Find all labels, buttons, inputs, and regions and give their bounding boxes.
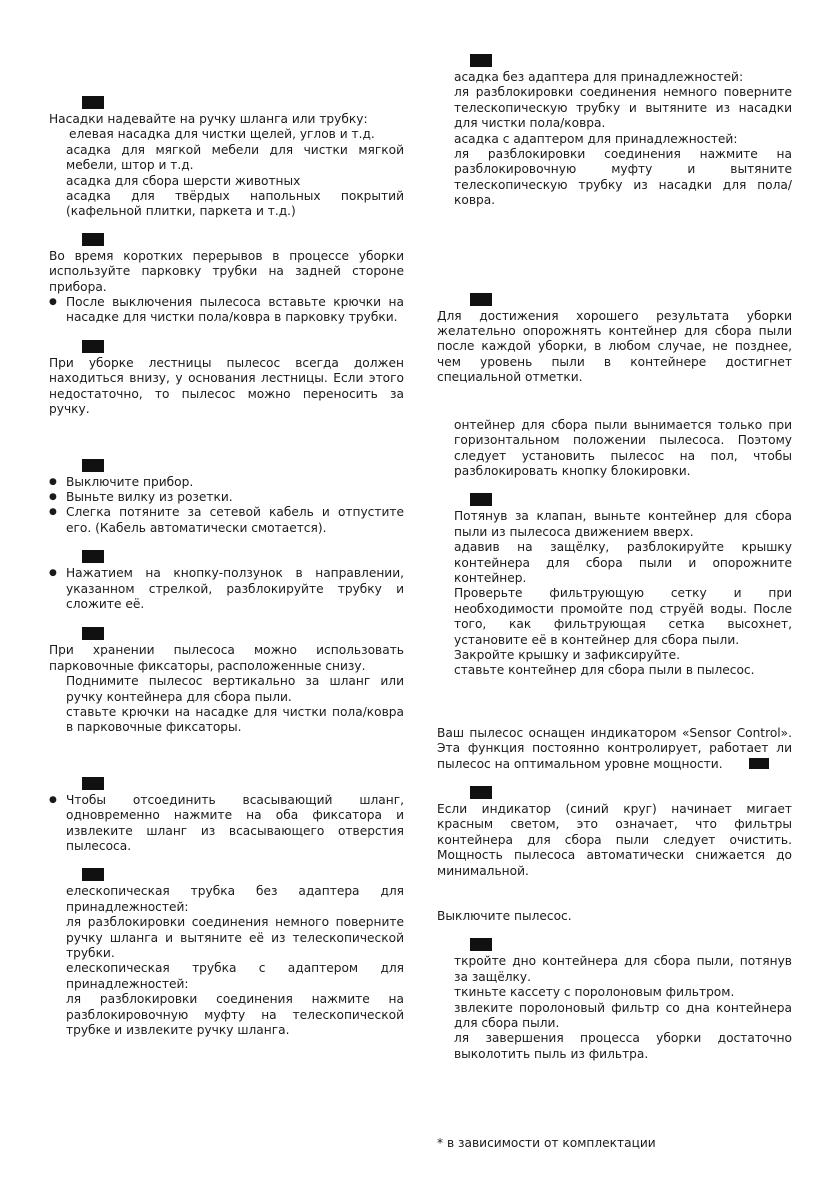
list-item: елескопическая трубка с адаптером для принадлежностей: — [66, 961, 404, 991]
bullet-item: ● Выньте вилку из розетки. — [49, 490, 404, 505]
list-item: Закройте крышку и зафиксируйте. — [454, 647, 680, 662]
section-marker — [470, 786, 492, 799]
section-marker — [470, 938, 492, 951]
list-item: ля разблокировки соединения нажмите на разблокировочную муфту и вытяните телескопическую трубку из насадки для пола/ковра. — [454, 147, 792, 208]
section-marker — [82, 627, 104, 640]
section-marker — [82, 96, 104, 109]
right-column — [437, 54, 792, 1062]
bullet-item: ● Слегка потяните за сетевой кабель и отпустите его. (Кабель автоматически смотается). — [49, 505, 404, 536]
section-empty-container — [437, 293, 792, 386]
list-item: ля завершения процесса уборки достаточно выколотить пыль из фильтра. — [454, 1031, 792, 1061]
paragraph: При уборке лестницы пылесос всегда должен находиться внизу, у основания лестницы. Если этого недостаточно, то пылесос можно переносить за ручку. — [49, 355, 404, 417]
section-marker — [82, 459, 104, 472]
footnote: * в зависимости от комплектации — [437, 1136, 656, 1150]
list-item: адавив на защёлку, разблокируйте крышку контейнера для сбора пыли и опорожните контейнер. — [454, 540, 792, 585]
inline-marker — [749, 758, 769, 769]
section-marker — [470, 493, 492, 506]
list-item: асадка без адаптера для принадлежностей: — [454, 70, 744, 84]
section-fold-tube — [49, 550, 404, 612]
section-marker — [470, 54, 492, 67]
paragraph — [437, 726, 792, 772]
paragraph-text: Ваш пылесос оснащен индикатором «Sensor Control». Эта функция постоянно контролирует, работает ли пылесос на оптимальном уровне мощности. — [437, 725, 792, 771]
paragraph: Если индикатор (синий круг) начинает мигает красным светом, это означает, что фильтры контейнера для сбора пыли следует очистить. Мощность пылесоса автоматически снижается до минимальной. — [437, 802, 792, 878]
section-stairs — [49, 340, 404, 418]
section-sensor-control — [437, 726, 792, 772]
section-marker — [82, 777, 104, 790]
section-switch-off — [437, 909, 792, 924]
list-item: ткройте дно контейнера для сбора пыли, потянув за защёлку. — [454, 954, 792, 984]
list-item: ткиньте кассету с поролоновым фильтром. — [454, 985, 735, 1000]
paragraph: Насадки надевайте на ручку шланга или трубку: — [49, 112, 368, 126]
section-attachments — [49, 96, 404, 220]
section-container-steps — [437, 493, 792, 678]
left-column — [49, 96, 404, 1038]
section-cable — [49, 459, 404, 537]
paragraph: Для достижения хорошего результата уборки желательно опорожнять контейнер для сбора пыли после каждой уборки, в любом случае, не позднее, чем уровень пыли в контейнере достигнет специальной отметки. — [437, 308, 792, 385]
list-item: ставьте контейнер для сбора пыли в пылесос. — [454, 663, 755, 678]
list-item: ля разблокировки соединения нажмите на разблокировочную муфту на телескопической трубке и извлеките ручку шланга. — [66, 992, 404, 1038]
list-item: звлеките поролоновый фильтр со дна контейнера для сбора пыли. — [454, 1000, 792, 1031]
list-item: асадка для мягкой мебели для чистки мягкой мебели, штор и т.д. — [66, 142, 404, 173]
section-tube-parking — [49, 233, 404, 326]
list-item: елевая насадка для чистки щелей, углов и т.д. — [69, 127, 375, 142]
section-floor-nozzle — [437, 54, 792, 209]
section-storage — [49, 627, 404, 735]
section-container-removal — [437, 418, 792, 480]
section-marker — [82, 550, 104, 563]
list-item: асадка для сбора шерсти животных — [66, 173, 301, 188]
paragraph: Выключите пылесос. — [437, 909, 572, 924]
section-marker — [470, 293, 492, 306]
bullet-item: ● Выключите прибор. — [49, 475, 404, 490]
bullet-item: ● Нажатием на кнопку-ползунок в направлении, указанном стрелкой, разблокируйте трубку и сложите её. — [49, 566, 404, 612]
list-item: ставьте крючки на насадке для чистки пола/ковра в парковочные фиксаторы. — [66, 704, 404, 735]
list-item: Потянув за клапан, выньте контейнер для сбора пыли из пылесоса движением вверх. — [454, 509, 792, 539]
list-item: Поднимите пылесос вертикально за шланг или ручку контейнера для сбора пыли. — [66, 674, 404, 704]
list-item: ля разблокировки соединения немного поверните телескопическую трубку и вытяните из насадки для чистки пола/ковра. — [454, 85, 792, 131]
section-indicator — [437, 786, 792, 879]
list-item: ля разблокировки соединения немного поверните ручку шланга и вытяните её из телескопической трубки. — [66, 915, 404, 961]
section-foam-filter — [437, 938, 792, 1062]
section-hose — [49, 777, 404, 855]
list-item: Проверьте фильтрующую сетку и при необходимости промойте под струёй воды. После того, как фильтрующая сетка высохнет, установите её в контейнер для сбора пыли. — [454, 586, 792, 647]
section-telescopic — [49, 868, 404, 1038]
section-marker — [82, 233, 104, 246]
section-marker — [82, 868, 104, 881]
paragraph: При хранении пылесоса можно использовать парковочные фиксаторы, расположенные снизу. — [49, 643, 404, 673]
list-item: елескопическая трубка без адаптера для принадлежностей: — [66, 884, 404, 914]
list-item: асадка с адаптером для принадлежностей: — [454, 131, 738, 146]
bullet-item: ● Чтобы отсоединить всасывающий шланг, одновременно нажмите на оба фиксатора и извлеките шланг из всасывающего отверстия пылесоса. — [49, 793, 404, 855]
list-item: асадка для твёрдых напольных покрытий (кафельной плитки, паркета и т.д.) — [66, 189, 404, 219]
paragraph: онтейнер для сбора пыли вынимается только при горизонтальном положении пылесоса. Поэтому следует установить пылесос на пол, чтобы разблокировать кнопку блокировки. — [454, 417, 792, 478]
bullet-item: ● После выключения пылесоса вставьте крючки на насадке для чистки пола/ковра в парковку трубки. — [49, 295, 404, 326]
section-marker — [82, 340, 104, 353]
paragraph: Во время коротких перерывов в процессе уборки используйте парковку трубки на задней стороне прибора. — [49, 248, 404, 294]
